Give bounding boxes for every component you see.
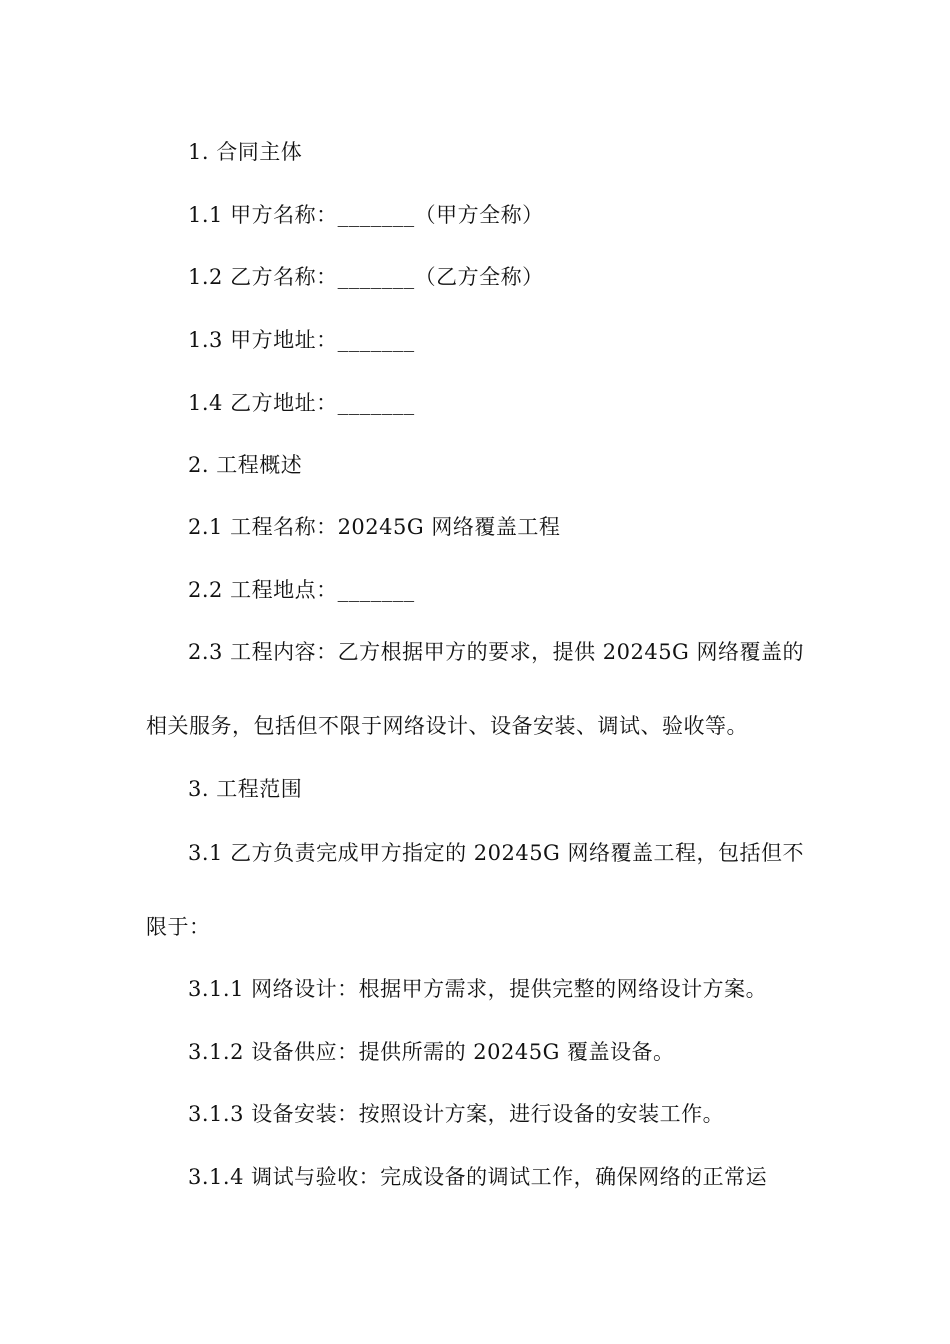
section-heading-2: 2. 工程概述 [188, 453, 303, 477]
clause-2-2: 2.2 工程地点：_______ [188, 578, 415, 602]
clause-3-1-2: 3.1.2 设备供应：提供所需的 20245G 覆盖设备。 [188, 1040, 675, 1064]
clause-2-3-continuation: 相关服务，包括但不限于网络设计、设备安装、调试、验收等。 [146, 714, 748, 738]
clause-3-1-3: 3.1.3 设备安装：按照设计方案，进行设备的安装工作。 [188, 1102, 725, 1126]
clause-3-1-continuation: 限于： [146, 915, 211, 939]
clause-2-1: 2.1 工程名称：20245G 网络覆盖工程 [188, 515, 561, 539]
clause-3-1-4: 3.1.4 调试与验收：完成设备的调试工作，确保网络的正常运 [188, 1165, 768, 1189]
clause-1-4: 1.4 乙方地址：_______ [188, 391, 415, 415]
clause-2-3: 2.3 工程内容：乙方根据甲方的要求，提供 20245G 网络覆盖的 [188, 640, 805, 664]
clause-1-1: 1.1 甲方名称：_______（甲方全称） [188, 203, 544, 227]
clause-3-1-1: 3.1.1 网络设计：根据甲方需求，提供完整的网络设计方案。 [188, 977, 768, 1001]
section-heading-1: 1. 合同主体 [188, 140, 303, 164]
clause-1-2: 1.2 乙方名称：_______（乙方全称） [188, 265, 544, 289]
clause-3-1: 3.1 乙方负责完成甲方指定的 20245G 网络覆盖工程，包括但不 [188, 841, 805, 865]
section-heading-3: 3. 工程范围 [188, 777, 303, 801]
clause-1-3: 1.3 甲方地址：_______ [188, 328, 415, 352]
